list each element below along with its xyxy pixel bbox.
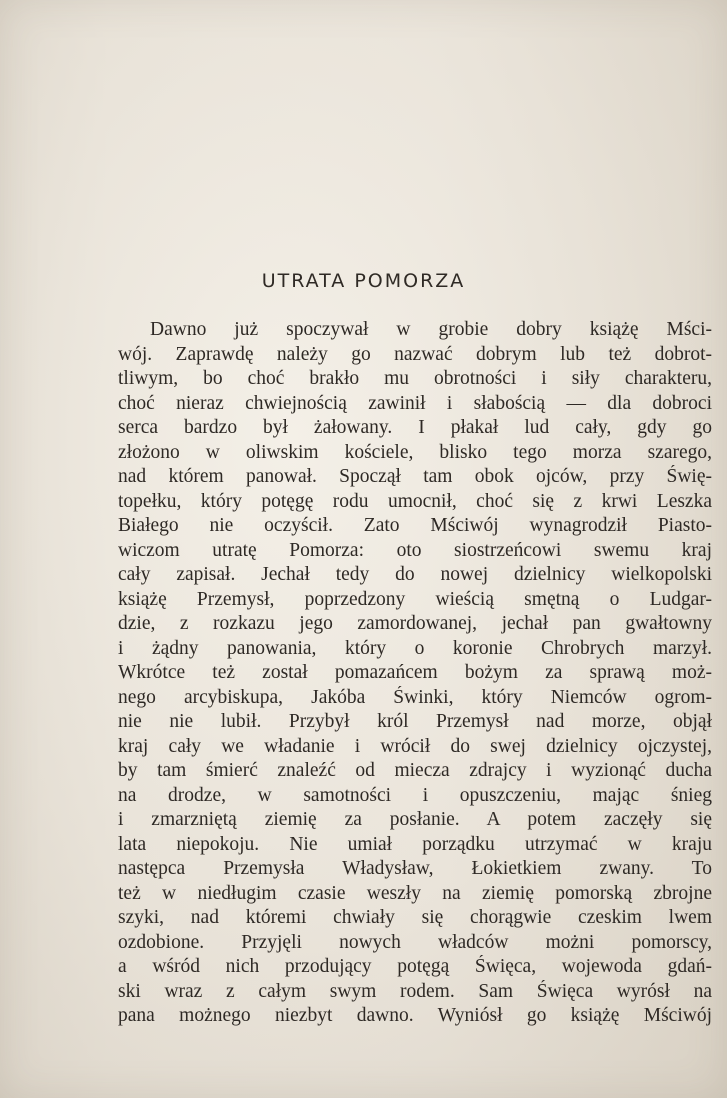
text-line: pana możnego niezbyt dawno. Wyniósł go książę Mściwój (118, 1005, 712, 1026)
text-line: ozdobione. Przyjęli nowych władców możni pomorscy, (118, 931, 712, 953)
text-line: nie nie lubił. Przybył król Przemysł nad morze, objął (118, 711, 712, 732)
text-line: Wkrótce też został pomazańcem bożym za sprawą moż- (118, 662, 712, 683)
chapter-title: UTRATA POMORZA (261, 270, 466, 292)
text-line: wiczom utratę Pomorza: oto siostrzeńcowi swemu kraj (118, 539, 712, 561)
text-line: ski wraz z całym swym rodem. Sam Święca wyrósł na (118, 980, 712, 1002)
text-line: i zmarzniętą ziemię za posłanie. A potem zaczęły się (118, 809, 712, 830)
text-line: tliwym, bo choć brakło mu obrotności i siły charakteru, (118, 368, 712, 389)
text-line: a wśród nich przodujący potęgą Święca, wojewoda gdań- (118, 956, 712, 977)
text-line: kraj cały we władanie i wrócił do swej dzielnicy ojczystej, (118, 735, 712, 757)
text-line: książę Przemysł, poprzedzony wieścią smętną o Ludgar- (118, 588, 712, 610)
text-line: złożono w oliwskim kościele, blisko tego morza szarego, (118, 441, 712, 463)
body-text (118, 318, 712, 1029)
text-line: Dawno już spoczywał w grobie dobry książę Mści- (150, 319, 712, 340)
text-line: Białego nie oczyścił. Zato Mściwój wynagrodził Piasto- (118, 515, 712, 536)
text-line: dzie, z rozkazu jego zamordowanej, jechał pan gwałtowny (118, 613, 712, 634)
text-line: topełku, który potęgę rodu umocnił, choć się z krwi Leszka (118, 490, 712, 512)
text-line: by tam śmierć znaleźć od miecza zdrajcy i wyzionąć ducha (118, 760, 712, 781)
text-line: szyki, nad któremi chwiały się chorągwie czeskim lwem (118, 907, 712, 928)
text-line: i żądny panowania, który o koronie Chrobrych marzył. (118, 637, 712, 659)
text-line: lata niepokoju. Nie umiał porządku utrzymać w kraju (118, 833, 712, 855)
text-line: choć nieraz chwiejnością zawinił i słabością — dla dobroci (118, 392, 712, 414)
text-line: wój. Zaprawdę należy go nazwać dobrym lub też dobrot- (118, 343, 712, 365)
text-line: następca Przemysła Władysław, Łokietkiem zwany. To (118, 858, 712, 879)
text-line: też w niedługim czasie weszły na ziemię pomorską zbrojne (118, 882, 712, 904)
text-line: serca bardzo był żałowany. I płakał lud cały, gdy go (118, 417, 712, 438)
text-line: nad którem panował. Spoczął tam obok ojców, przy Świę- (118, 466, 712, 487)
text-line: cały zapisał. Jechał tedy do nowej dzielnicy wielkopolski (118, 564, 712, 585)
text-line: nego arcybiskupa, Jakóba Świnki, który Niemców ogrom- (118, 686, 712, 708)
text-line: na drodze, w samotności i opuszczeniu, mając śnieg (118, 784, 712, 806)
